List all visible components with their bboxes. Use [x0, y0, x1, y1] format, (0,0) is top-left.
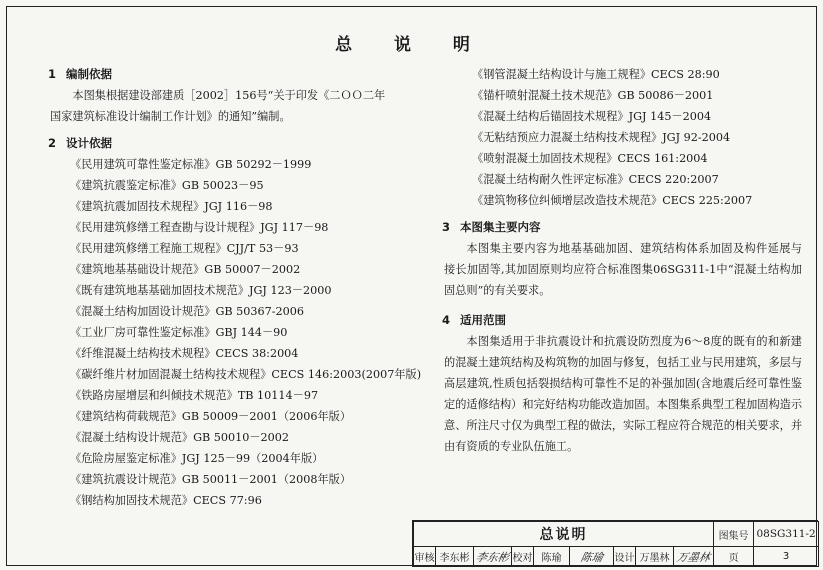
section-1-line-2: 国家建筑标准设计编制工作计划》的通知”编制。 — [50, 110, 291, 123]
reviewer-signature-text: 李东彬 — [474, 550, 511, 564]
section-3-paragraph: 本图集主要内容为地基基础加固、建筑结构体系加固及构件延展与接长加固等,其加固原则均应符合标准图集06SG311-1中“混凝土结构加固总则”的有关要求。 — [444, 242, 802, 297]
reference-item: 《建筑抗震设计规范》GB 50011－2001（2008年版） — [70, 473, 352, 486]
designer-name: 万墨林 — [636, 547, 674, 567]
section-4-paragraph: 本图集适用于非抗震设计和抗震设防烈度为6～8度的既有的和新建的混凝土建筑结构及构筑物的加固与修复，包括工业与民用建筑，多层与高层建筑,性质包括裂损结构可靠性不足的补强加固(含地震后经可靠性鉴定的适修结构）和完好结构功能改造加固。本图集系典型工程加固构造示意、所注尺寸仅为典型工程的做法，实际工程应符合规范的相关要求，并由有资质的专业队伍施工。 — [444, 335, 803, 453]
reference-item: 《既有建筑地基基础加固技术规范》JGJ 123－2000 — [70, 284, 332, 297]
reference-item: 《纤维混凝土结构技术规程》CECS 38:2004 — [70, 347, 299, 360]
section-3-heading — [442, 217, 802, 238]
reference-item: 《民用建筑修缮工程施工规程》CJJ/T 53－93 — [70, 242, 299, 255]
reference-item: 《危险房屋鉴定标准》JGJ 125－99（2004年版） — [70, 452, 324, 465]
page-label: 页 — [714, 547, 754, 567]
section-1-number: 1 — [48, 67, 57, 81]
reference-list-left — [48, 154, 420, 511]
page-number: 3 — [754, 547, 819, 567]
reference-item: 《建筑抗震鉴定标准》GB 50023－95 — [70, 179, 264, 192]
reference-item: 《锚杆喷射混凝土技术规范》GB 50086－2001 — [472, 89, 714, 102]
section-1-line-1: 本图集根据建设部建质［2002］156号“关于印发《二ＯＯ二年 — [72, 89, 386, 102]
section-2-heading — [48, 133, 420, 154]
reference-item: 《钢结构加固技术规范》CECS 77:96 — [70, 494, 262, 507]
checker-signature — [570, 547, 614, 567]
section-4-title: 适用范围 — [460, 313, 506, 327]
checker-signature-text: 陈瑜 — [579, 550, 604, 564]
title-block — [412, 520, 818, 567]
reference-item: 《喷射混凝土加固技术规程》CECS 161:2004 — [472, 152, 708, 165]
section-1-heading — [48, 64, 420, 85]
reference-item: 《混凝土结构后锚固技术规程》JGJ 145－2004 — [472, 110, 712, 123]
section-4-number: 4 — [442, 313, 451, 327]
section-3-number: 3 — [442, 220, 451, 234]
reference-item: 《建筑地基基础设计规范》GB 50007－2002 — [70, 263, 301, 276]
checker-label: 校对 — [512, 547, 534, 567]
sheet-title-cell: 总说明 — [414, 522, 714, 547]
reference-item: 《无粘结预应力混凝土结构技术规程》JGJ 92-2004 — [472, 131, 731, 144]
reviewer-name: 李东彬 — [436, 547, 474, 567]
atlas-number-label: 图集号 — [714, 522, 754, 547]
title-block-table — [413, 521, 819, 567]
atlas-number: 08SG311-2 — [754, 522, 819, 547]
reference-item: 《民用建筑可靠性鉴定标准》GB 50292－1999 — [70, 158, 312, 171]
section-1-title: 编制依据 — [66, 67, 112, 81]
checker-name: 陈瑜 — [534, 547, 570, 567]
reference-item: 《混凝土结构加固设计规范》GB 50367-2006 — [70, 305, 304, 318]
right-column — [442, 64, 802, 457]
reference-item: 《碳纤维片材加固混凝土结构技术规程》CECS 146:2003(2007年版) — [70, 368, 422, 381]
reference-item: 《建筑结构荷载规范》GB 50009－2001（2006年版） — [70, 410, 352, 423]
reference-item: 《铁路房屋增层和纠倾技术规范》TB 10114－97 — [70, 389, 319, 402]
designer-label: 设计 — [614, 547, 636, 567]
reviewer-label: 审核 — [414, 547, 436, 567]
reference-item: 《混凝土结构设计规范》GB 50010－2002 — [70, 431, 290, 444]
section-2-title: 设计依据 — [66, 136, 112, 150]
section-4-heading — [442, 310, 802, 331]
reference-list-right — [442, 64, 802, 211]
reference-item: 《建筑抗震加固技术规程》JGJ 116－98 — [70, 200, 273, 213]
reference-item: 《混凝土结构耐久性评定标准》CECS 220:2007 — [472, 173, 719, 186]
section-2-number: 2 — [48, 136, 57, 150]
reference-item: 《建筑物移位纠倾增层改造技术规范》CECS 225:2007 — [472, 194, 753, 207]
designer-signature — [674, 547, 714, 567]
reference-item: 《钢管混凝土结构设计与施工规程》CECS 28:90 — [472, 68, 720, 81]
reference-item: 《工业厂房可靠性鉴定标准》GBJ 144－90 — [70, 326, 288, 339]
reviewer-signature — [474, 547, 512, 567]
designer-signature-text: 万墨林 — [675, 550, 712, 564]
section-3-title: 本图集主要内容 — [460, 220, 541, 234]
left-column — [48, 64, 420, 511]
page-title: 总 说 明 — [335, 35, 488, 55]
reference-item: 《民用建筑修缮工程查勘与设计规程》JGJ 117－98 — [70, 221, 329, 234]
